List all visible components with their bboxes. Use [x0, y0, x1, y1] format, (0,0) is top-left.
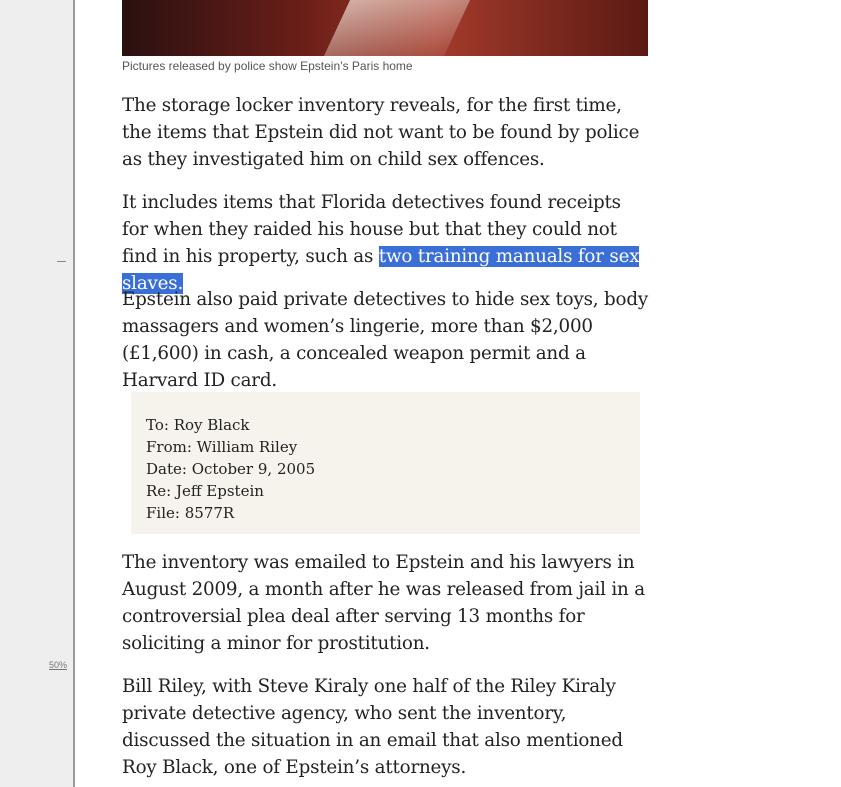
memo-re: Re: Jeff Epstein — [146, 482, 264, 500]
article-paragraph-5: Bill Riley, with Steve Kiraly one half of the Riley Kiraly private detective agency, who sent the inventory, discussed the situation in an email that also mentioned Roy Black, one of Epstein’s attorneys. — [122, 676, 623, 778]
rail-dash-marker — [57, 261, 66, 262]
article-paragraph-1: The storage locker inventory reveals, for the first time, the items that Epstein did not want to be found by police as they investigated him on child sex offences. — [122, 95, 640, 170]
article-paragraph-4: The inventory was emailed to Epstein and his lawyers in August 2009, a month after he was released from jail in a controversial plea deal after serving 13 months for soliciting a minor for prostitution. — [122, 552, 645, 654]
memo-file: File: 8577R — [146, 504, 235, 522]
selected-text[interactable]: two training manuals for sex slaves. — [122, 246, 640, 294]
photo-caption: Pictures released by police show Epstein’s Paris home — [122, 59, 413, 73]
article-photo — [122, 0, 648, 56]
memo-box — [131, 392, 640, 534]
article-paragraph-2 — [122, 189, 652, 297]
memo-to: To: Roy Black — [146, 416, 250, 434]
memo-date: Date: October 9, 2005 — [146, 460, 316, 478]
article-paragraph-3: Epstein also paid private detectives to hide sex toys, body massagers and women’s lingerie, more than $2,000 (£1,600) in cash, a concealed weapon permit and a Harvard ID card. — [122, 289, 648, 391]
memo-lines — [146, 414, 315, 524]
memo-from: From: William Riley — [146, 438, 298, 456]
paragraph-2-text: It includes items that Florida detectives found receipts for when they raided his house but that they could not find in his property, such as — [122, 192, 621, 267]
left-rail — [0, 0, 75, 787]
progress-percent-link[interactable]: 50% — [48, 660, 67, 670]
